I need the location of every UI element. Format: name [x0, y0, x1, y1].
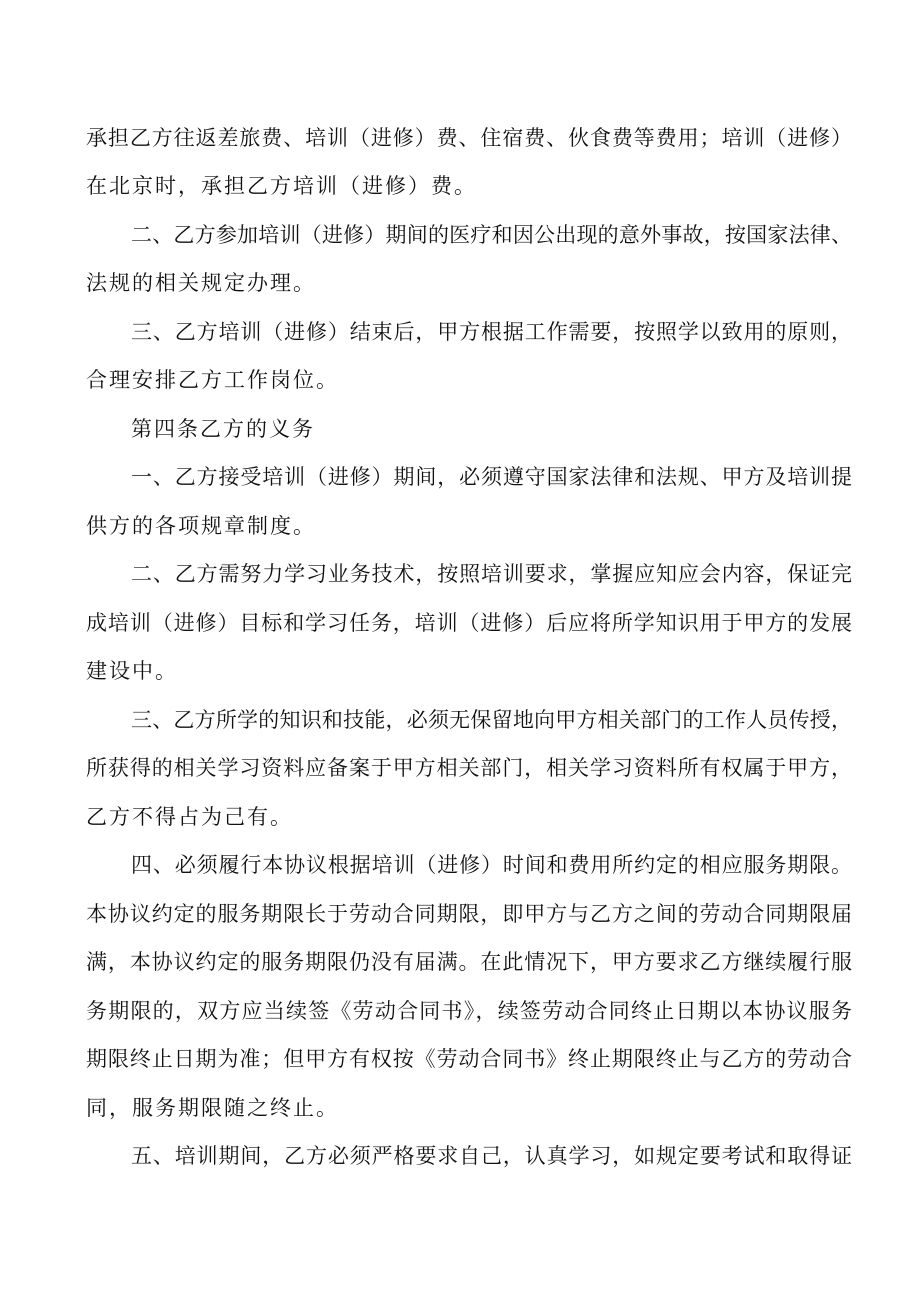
text-line: 一、乙方接受培训（进修）期间，必须遵守国家法律和法规、甲方及培训提	[131, 465, 852, 489]
text-line: 五、培训期间，乙方必须严格要求自己，认真学习，如规定要考试和取得证	[131, 1144, 852, 1168]
text-line: 三、乙方培训（进修）结束后，甲方根据工作需要，按照学以致用的原则，	[131, 320, 852, 344]
text-line: 法规的相关规定办理。	[86, 271, 316, 295]
text-line: 合理安排乙方工作岗位。	[86, 368, 339, 392]
text-line: 二、乙方需努力学习业务技术，按照培训要求，掌握应知应会内容，保证完	[131, 562, 852, 586]
text-line: 成培训（进修）目标和学习任务，培训（进修）后应将所学知识用于甲方的发展	[86, 611, 852, 635]
text-line: 二、乙方参加培训（进修）期间的医疗和因公出现的意外事故，按国家法律、	[131, 223, 852, 247]
text-line: 建设中。	[86, 659, 178, 683]
text-line: 乙方不得占为己有。	[86, 805, 293, 829]
text-line: 满，本协议约定的服务期限仍没有届满。在此情况下，甲方要求乙方继续履行服	[86, 950, 852, 974]
section-heading: 第四条乙方的义务	[131, 417, 315, 441]
text-line: 承担乙方往返差旅费、培训（进修）费、住宿费、伙食费等费用；培训（进修）	[86, 126, 852, 150]
text-line: 三、乙方所学的知识和技能，必须无保留地向甲方相关部门的工作人员传授，	[131, 708, 852, 732]
text-line: 四、必须履行本协议根据培训（进修）时间和费用所约定的相应服务期限。	[131, 853, 852, 877]
text-line: 同，服务期限随之终止。	[86, 1096, 339, 1120]
text-line: 所获得的相关学习资料应备案于甲方相关部门，相关学习资料所有权属于甲方，	[86, 756, 852, 780]
text-line: 在北京时，承担乙方培训（进修）费。	[86, 174, 477, 198]
text-line: 务期限的，双方应当续签《劳动合同书》，续签劳动合同终止日期以本协议服务	[86, 999, 852, 1023]
text-line: 本协议约定的服务期限长于劳动合同期限，即甲方与乙方之间的劳动合同期限届	[86, 902, 852, 926]
text-line: 供方的各项规章制度。	[86, 514, 316, 538]
text-line: 期限终止日期为准；但甲方有权按《劳动合同书》终止期限终止与乙方的劳动合	[86, 1047, 852, 1071]
